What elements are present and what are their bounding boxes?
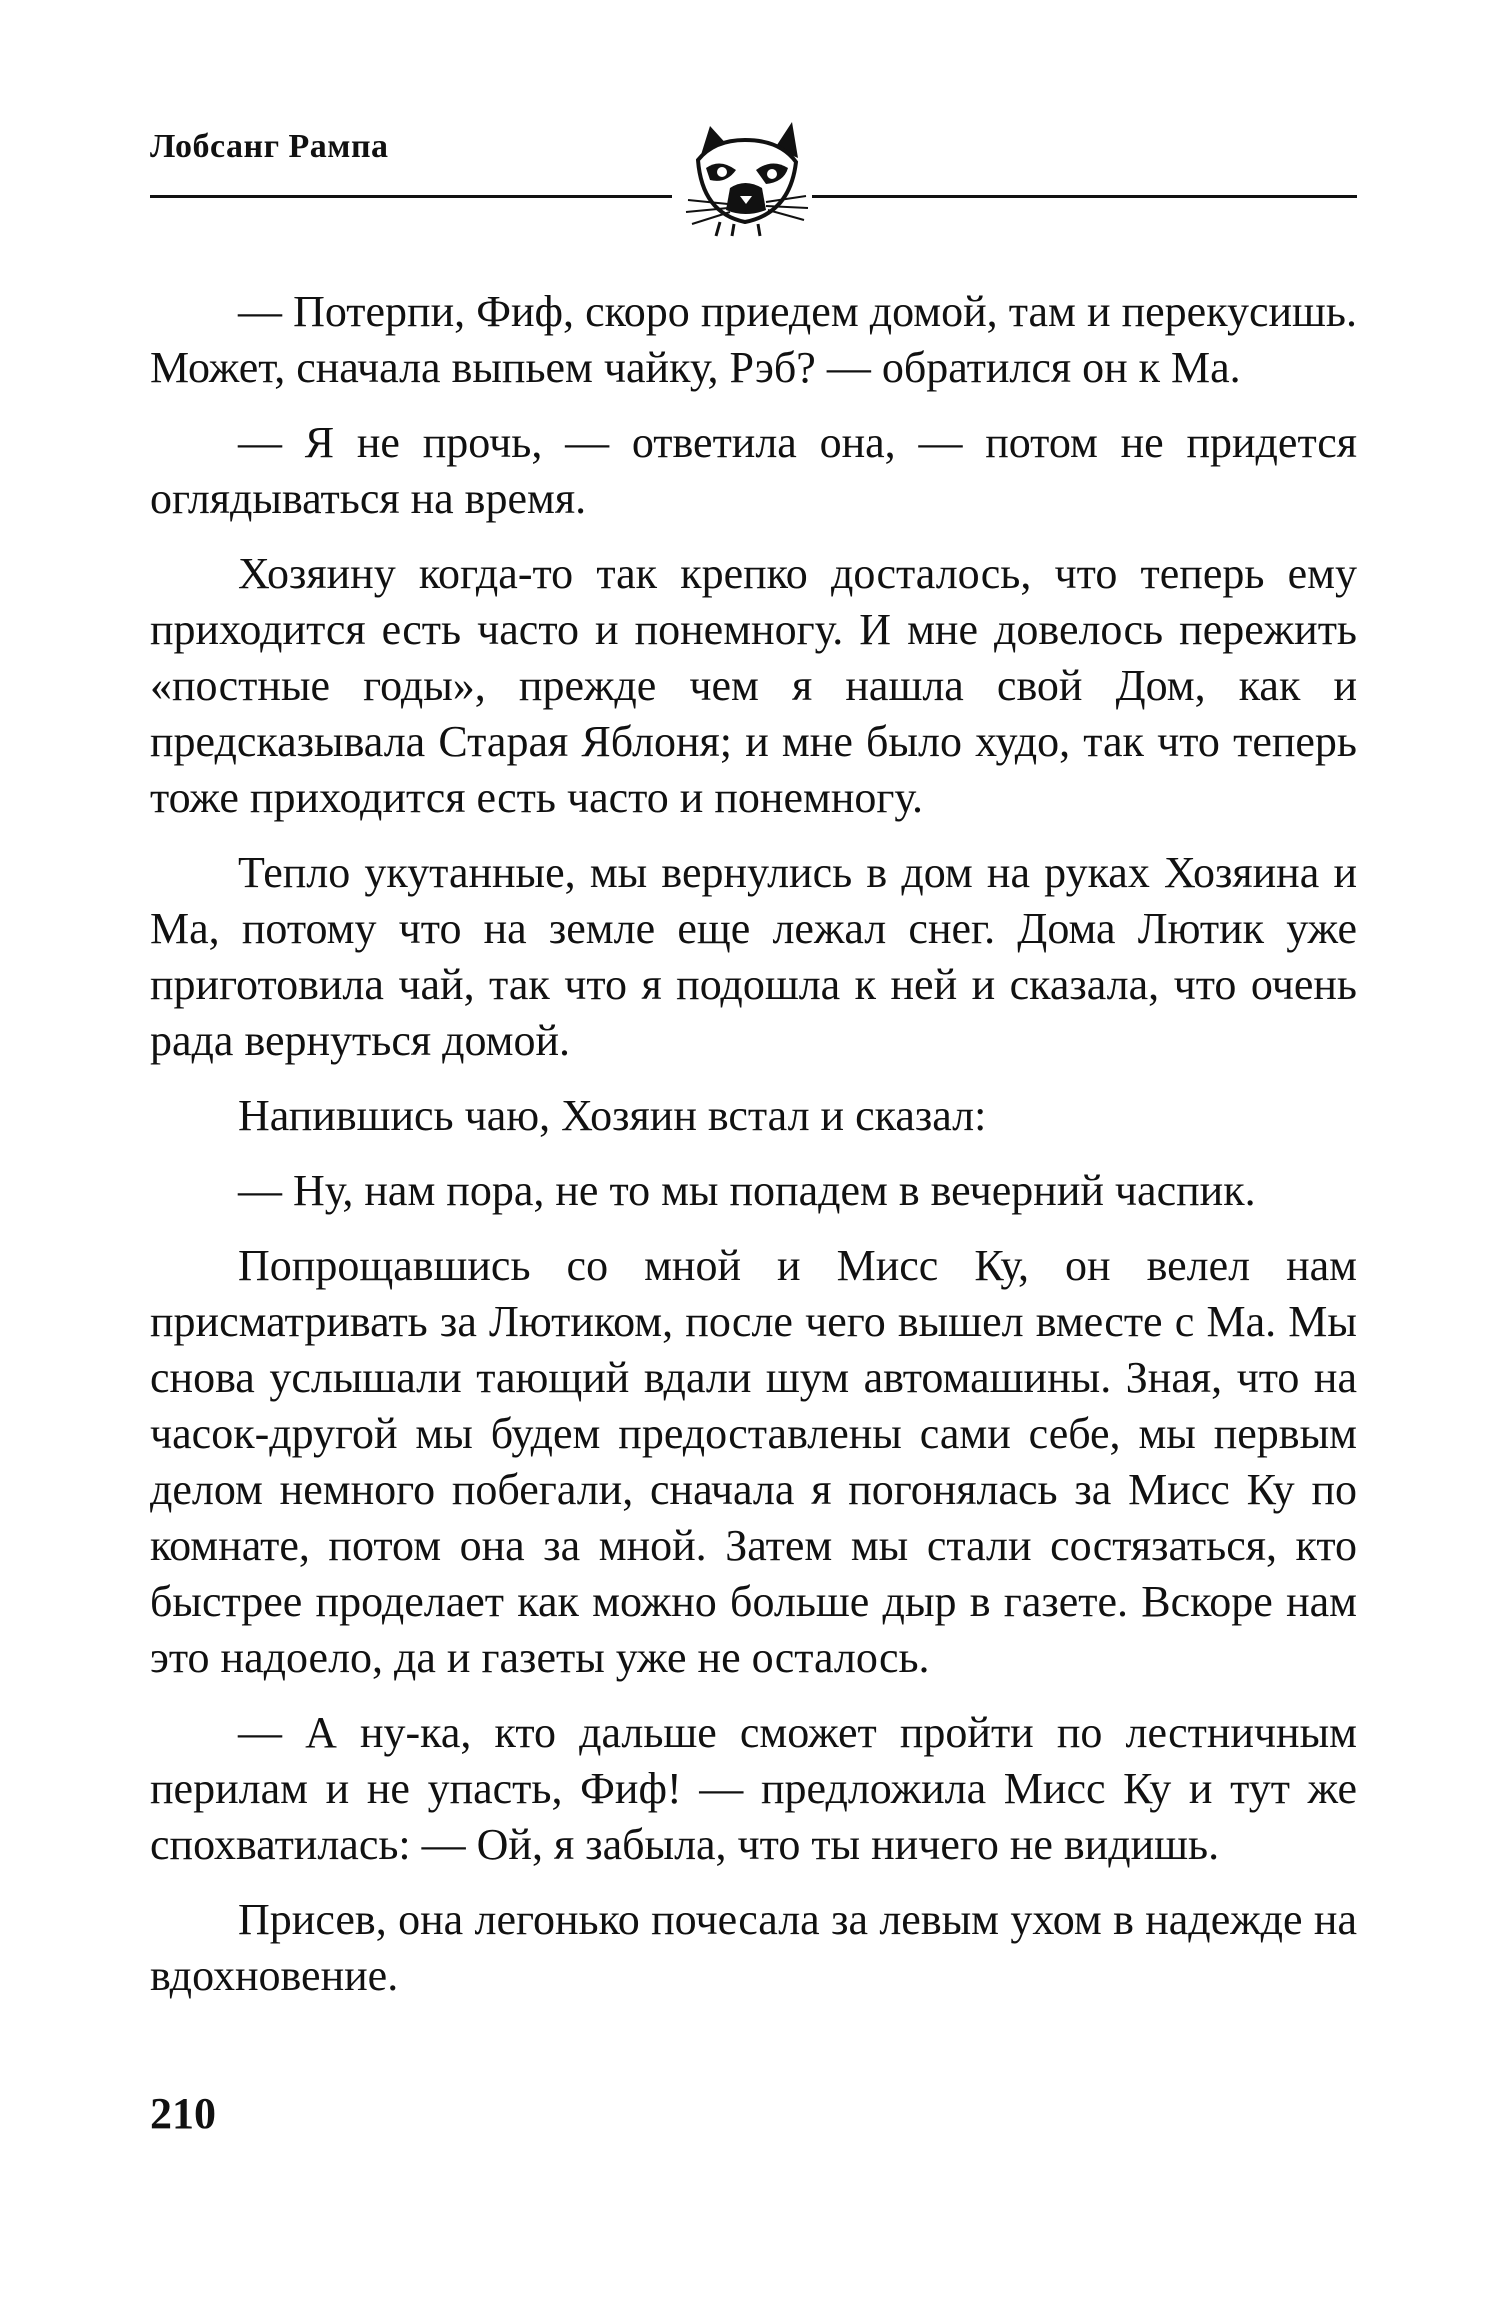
paragraph: Напившись чаю, Хозяин встал и сказал: — [238, 1091, 987, 1140]
body-text — [150, 284, 1357, 2023]
header-rule-right — [812, 195, 1357, 198]
paragraph: Присев, она легонько почесала за левым ухом в надежде на вдохновение. — [150, 1895, 1357, 2000]
cat-face-icon — [680, 118, 810, 238]
paragraph: — Ну, нам пора, не то мы попадем в вечерний часпик. — [238, 1166, 1256, 1215]
paragraph: — А ну-ка, кто дальше сможет пройти по лестничным перилам и не упасть, Фиф! — предложила Мисс Ку и тут же спохватилась: — Ой, я забыла, что ты ничего не видишь. — [150, 1708, 1357, 1869]
paragraph: Хозяину когда-то так крепко досталось, что теперь ему приходится есть часто и понемногу. И мне довелось пережить «постные годы», прежде чем я нашла свой Дом, как и предсказывала Старая Яблоня; и мне было худо, так что теперь тоже приходится есть часто и понемногу. — [150, 549, 1357, 822]
paragraph: — Я не прочь, — ответила она, — потом не придется оглядываться на время. — [150, 418, 1357, 523]
running-head-author: Лобсанг Рампа — [150, 128, 389, 165]
page-number: 210 — [150, 2089, 216, 2138]
paragraph: — Потерпи, Фиф, скоро приедем домой, там и перекусишь. Может, сначала выпьем чайку, Рэб? — обратился он к Ма. — [150, 287, 1357, 392]
paragraph: Попрощавшись со мной и Мисс Ку, он велел нам присматривать за Лютиком, после чего вышел вместе с Ма. Мы снова услышали тающий вдали шум автомашины. Зная, что на часок-другой мы будем предоставлены сами себе, мы первым делом немного побегали, сначала я погонялась за Мисс Ку по комнате, потом она за мной. Затем мы стали состязаться, кто быстрее проделает как можно больше дыр в газете. Вскоре нам это надоело, да и газеты уже не осталось. — [150, 1241, 1357, 1682]
paragraph: Тепло укутанные, мы вернулись в дом на руках Хозяина и Ма, потому что на земле еще лежал снег. Дома Лютик уже приготовила чай, так что я подошла к ней и сказала, что очень рада вернуться домой. — [150, 848, 1357, 1065]
header-rule-left — [150, 195, 672, 198]
